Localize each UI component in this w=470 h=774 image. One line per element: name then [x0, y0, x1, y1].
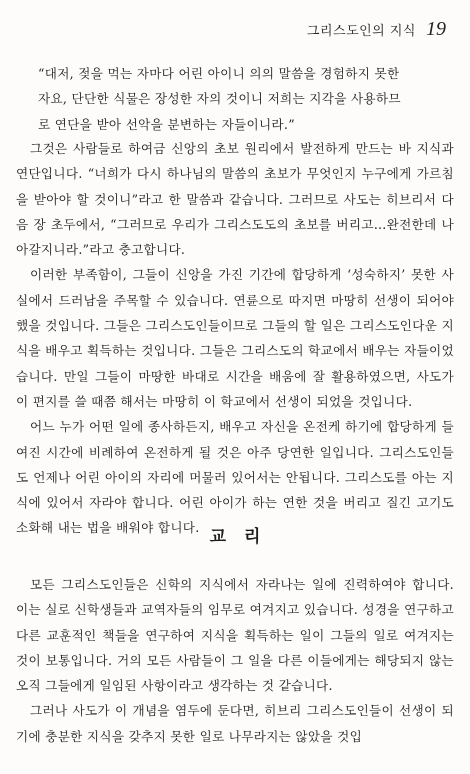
paragraph: 어느 누가 어떤 일에 종사하든지, 배우고 자신을 온전케 하기에 합당하게 들여진 시간에 비례하여 온전하게 될 것은 아주 당연한 일입니다. 그리스도인들도 언제나 어린 아이의 자리에 머물러 있어서는 안됩니다. 그리스도를 아는 지식에 있어서 자라야 합니다. 어린 아이가 하는 연한 것을 버리고 질긴 고기도 소화해 내는 법을 배워야 합니다. [16, 419, 454, 536]
body-section-1 [16, 136, 454, 541]
paragraph: 모든 그리스도인들은 신학의 지식에서 자라나는 일에 진력하여야 합니다. 이는 실로 신학생들과 교역자들의 임무로 여겨지고 있습니다. 성경을 연구하고 다른 교훈적인 책들을 연구하여 지식을 획득하는 일이 그들의 일로 여겨지는 것이 보통입니다. 거의 모든 사람들이 그 일을 다른 이들에게는 해당되지 않는 오직 그들에게 일임된 사항이라고 생각하는 것 같습니다. [16, 577, 454, 694]
body-section-2 [16, 572, 454, 749]
page-number: 19 [426, 18, 446, 40]
running-header [307, 18, 446, 41]
block-quote [38, 61, 446, 137]
quote-line: “대저, 젖을 먹는 자마다 어린 아이니 의의 말씀을 경험하지 못한 [38, 66, 400, 81]
quote-line: 자요, 단단한 식물은 장성한 자의 것이니 저희는 지각을 사용하므 [38, 91, 401, 107]
running-title: 그리스도인의 지식 [306, 24, 416, 39]
paragraph: 그러나 사도가 이 개념을 염두에 둔다면, 히브리 그리스도인들이 선생이 되기에 충분한 지식을 갖추지 못한 일로 나무라지는 않았을 것입 [16, 703, 454, 744]
paragraph: 그것은 사람들로 하여금 신앙의 초보 원리에서 발전하게 만드는 바 지식과 연단입니다. “너희가 다시 하나님의 말씀의 초보가 무엇인지 누구에게 가르침을 받아야 할 것이니”라고 한 말씀과 같습니다. 그러므로 사도는 히브리서 다음 장 초두에서, “그러므로 우리가 그리스도도의 초보를 버리고…완전한데 나아갈지니라.”라고 충고합니다. [16, 141, 454, 258]
quote-line: 로 연단을 받아 선악을 분변하는 자들이니라.” [38, 116, 295, 132]
paragraph: 이러한 부족함이, 그들이 신앙을 가진 기간에 합당하게 ‘성숙하지’ 못한 사실에서 드러남을 주목할 수 있습니다. 연륜으로 따지면 마땅히 선생이 되어야 했을 것입니다. 그들은 그리스도인들이므로 그들의 할 일은 그리스도인다운 지식을 배우고 획득하는 것입니다. 그들은 그리스도의 학교에서 배우는 자들이었습니다. 만일 그들이 마땅한 바대로 시간을 배움에 잘 활용하였으면, 사도가 이 편지를 쓸 때쯤 해서는 마땅히 이 학교에서 선생이 되었을 것입니다. [16, 267, 454, 409]
section-heading: 교리 [209, 527, 279, 547]
